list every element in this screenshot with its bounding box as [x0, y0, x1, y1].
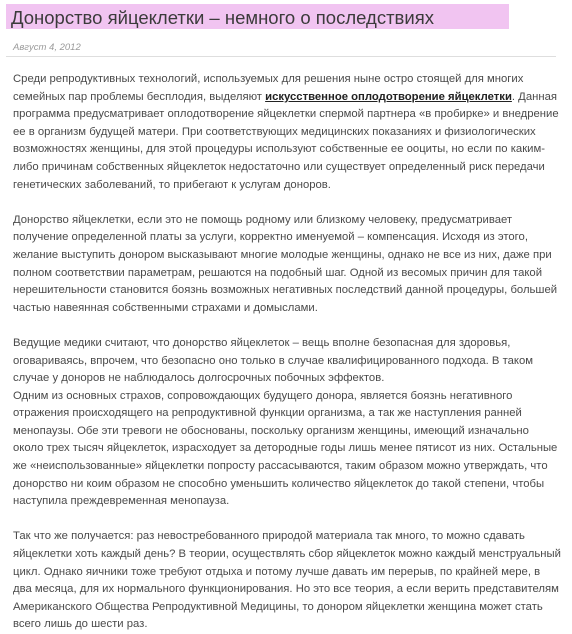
ivf-link[interactable]: искусственное оплодотворение яйцеклетки [265, 90, 512, 103]
title-highlight [6, 4, 509, 29]
paragraph-2: Донорство яйцеклетки, если это не помощь родному или близкому человеку, предусматривает получение определенной платы за услуги, корректно именуемой – компенсация. Исходя из этого, желание выступить донором высказывают многие молодые женщины, однако не все из них, даже при полном соответствии параметрам, решаются на подобный шаг. Одной из весомых причин для такой нерешительности становится боязнь возможных негативных последствий данной процедуры, большей частью навеянная собственными страхами и домыслами. [13, 213, 558, 314]
article-title[interactable]: Донорство яйцеклетки – немного о последствиях [11, 7, 434, 28]
paragraph-5: Так что же получается: раз невостребованного природой материала так много, то можно сдавать яйцеклетки хоть каждый день? В теории, осуществлять сбор яйцеклеток можно каждый менструальный цикл. Однако яичники тоже требуют отдыха и потому лучше давать им перерыв, по крайней мере, в два месяца, для их нормального функционирования. Но это все теория, а если верить представителям Американского Общества Репродуктивной Медицины, то донором яйцеклетки женщина может стать всего лишь до шести раз. [13, 530, 561, 631]
paragraph-1-text-end: . Данная программа предусматривает оплодотворение яйцеклетки спермой партнера «в пробирке» и внедрение ее в организм будущей матери. При соответствующих медицинских показаниях и физиологических возможностях женщины, для этой процедуры используют собственные ее ооциты, но если по каким-либо причинам собственных яйцеклеток недостаточно или существует определенный риск передачи генетических заболеваний, то прибегают к услугам доноров. [13, 90, 559, 191]
article-body [13, 71, 561, 634]
paragraph-1-text-start: Среди репродуктивных технологий, используемых для решения ныне остро стоящей для многих семейных пар проблемы бесплодия, выделяют [13, 73, 524, 103]
paragraph-3: Ведущие медики считают, что донорство яйцеклеток – вещь вполне безопасная для здоровья, оговариваясь, впрочем, что безопасно оно только в случае квалифицированного подхода. В таком случае у доноров не наблюдалось долгосрочных побочных эффектов. [13, 336, 534, 385]
divider [6, 56, 556, 57]
paragraph-4: Одним из основных страхов, сопровождающих будущего донора, является боязнь негативного отражения происходящего на репродуктивной функции организма, а так же наступления ранней менопаузы. Обе эти тревоги не обоснованы, поскольку организм женщины, имеющий изначально около трех тысяч яйцеклеток, израсходует за детородные годы лишь менее пятисот из них. Остальные же «неиспользованные» яйцеклетки попросту рассасываются, таким образом можно утверждать, что донорство ни коим образом не способно уменьшить количество яйцеклеток до такой степени, чтобы наступила преждевременная менопауза. [13, 389, 558, 508]
paragraph-1 [13, 71, 561, 194]
article-date: Август 4, 2012 [13, 42, 81, 53]
